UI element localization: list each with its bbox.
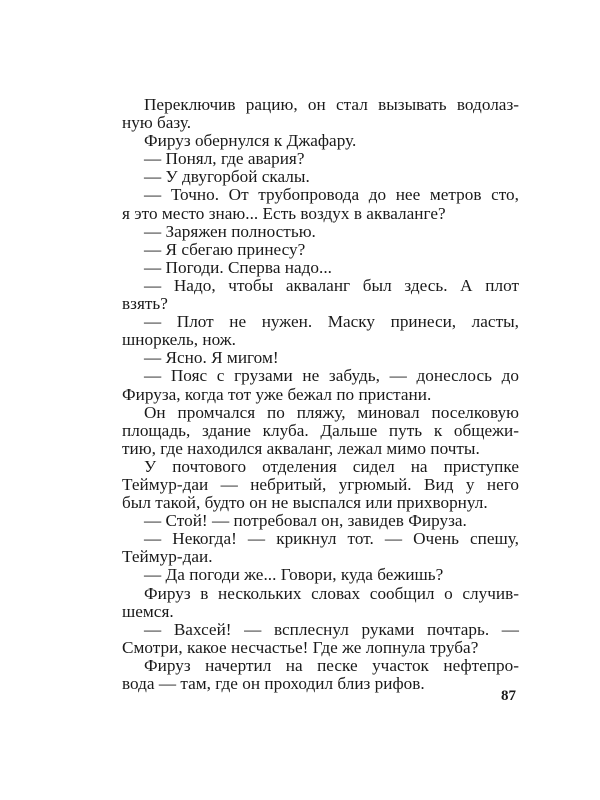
text-line: я это место знаю... Есть воздух в акваланге? bbox=[122, 203, 446, 223]
text-line: — Понял, где авария? bbox=[144, 149, 305, 169]
text-line: — Погоди. Сперва надо... bbox=[144, 257, 332, 277]
text-line: Фируз начертил на песке участок нефтепро- bbox=[144, 655, 519, 675]
text-line: Переключив рацию, он стал вызывать водолаз- bbox=[144, 95, 519, 114]
text-line: площадь, здание клуба. Дальше путь к общежи- bbox=[122, 420, 519, 440]
text-line: — Плот не нужен. Маску принеси, ласты, bbox=[144, 312, 519, 332]
text-line: — Стой! — потребовал он, завидев Фируза. bbox=[144, 511, 467, 531]
text-line: ную базу. bbox=[122, 113, 192, 133]
text-line: шемся. bbox=[122, 601, 174, 621]
text-line: У почтового отделения сидел на приступке bbox=[144, 456, 519, 476]
text-line: — Некогда! — крикнул тот. — Очень спешу, bbox=[144, 529, 519, 549]
text-line: вода — там, где он проходил близ рифов. bbox=[122, 674, 425, 693]
body-text bbox=[122, 96, 519, 693]
text-line: Теймур-даи. bbox=[122, 547, 213, 567]
text-line: — Да погоди же... Говори, куда бежишь? bbox=[144, 565, 444, 585]
text-line: Он промчался по пляжу, миновал поселковую bbox=[144, 402, 519, 422]
text-line: Фируза, когда тот уже бежал по пристани. bbox=[122, 384, 432, 404]
text-line: — Точно. От трубопровода до нее метров сто, bbox=[144, 185, 519, 205]
text-line: Фируз обернулся к Джафару. bbox=[144, 131, 357, 151]
text-line: Смотри, какое несчастье! Где же лопнула труба? bbox=[122, 637, 479, 657]
text-line: — Я сбегаю принесу? bbox=[144, 239, 306, 259]
page-number: 87 bbox=[501, 688, 516, 704]
text-line: — Ясно. Я мигом! bbox=[144, 348, 279, 368]
text-line: Фируз в нескольких словах сообщил о случив- bbox=[144, 583, 519, 603]
text-line: — У двугорбой скалы. bbox=[144, 167, 310, 187]
text-line: — Надо, чтобы акваланг был здесь. А плот bbox=[144, 275, 519, 295]
text-line: был такой, будто он не выспался или прихворнул. bbox=[122, 493, 488, 513]
text-line: — Вахсей! — всплеснул руками почтарь. — bbox=[144, 619, 519, 639]
text-line: — Пояс с грузами не забудь, — донеслось до bbox=[144, 366, 519, 386]
text-line: — Заряжен полностью. bbox=[144, 221, 316, 241]
text-line: шноркель, нож. bbox=[122, 330, 236, 350]
text-line: Теймур-даи — небритый, угрюмый. Вид у него bbox=[122, 474, 519, 494]
text-line: тию, где находился акваланг, лежал мимо почты. bbox=[122, 438, 480, 458]
text-line: взять? bbox=[122, 294, 168, 314]
